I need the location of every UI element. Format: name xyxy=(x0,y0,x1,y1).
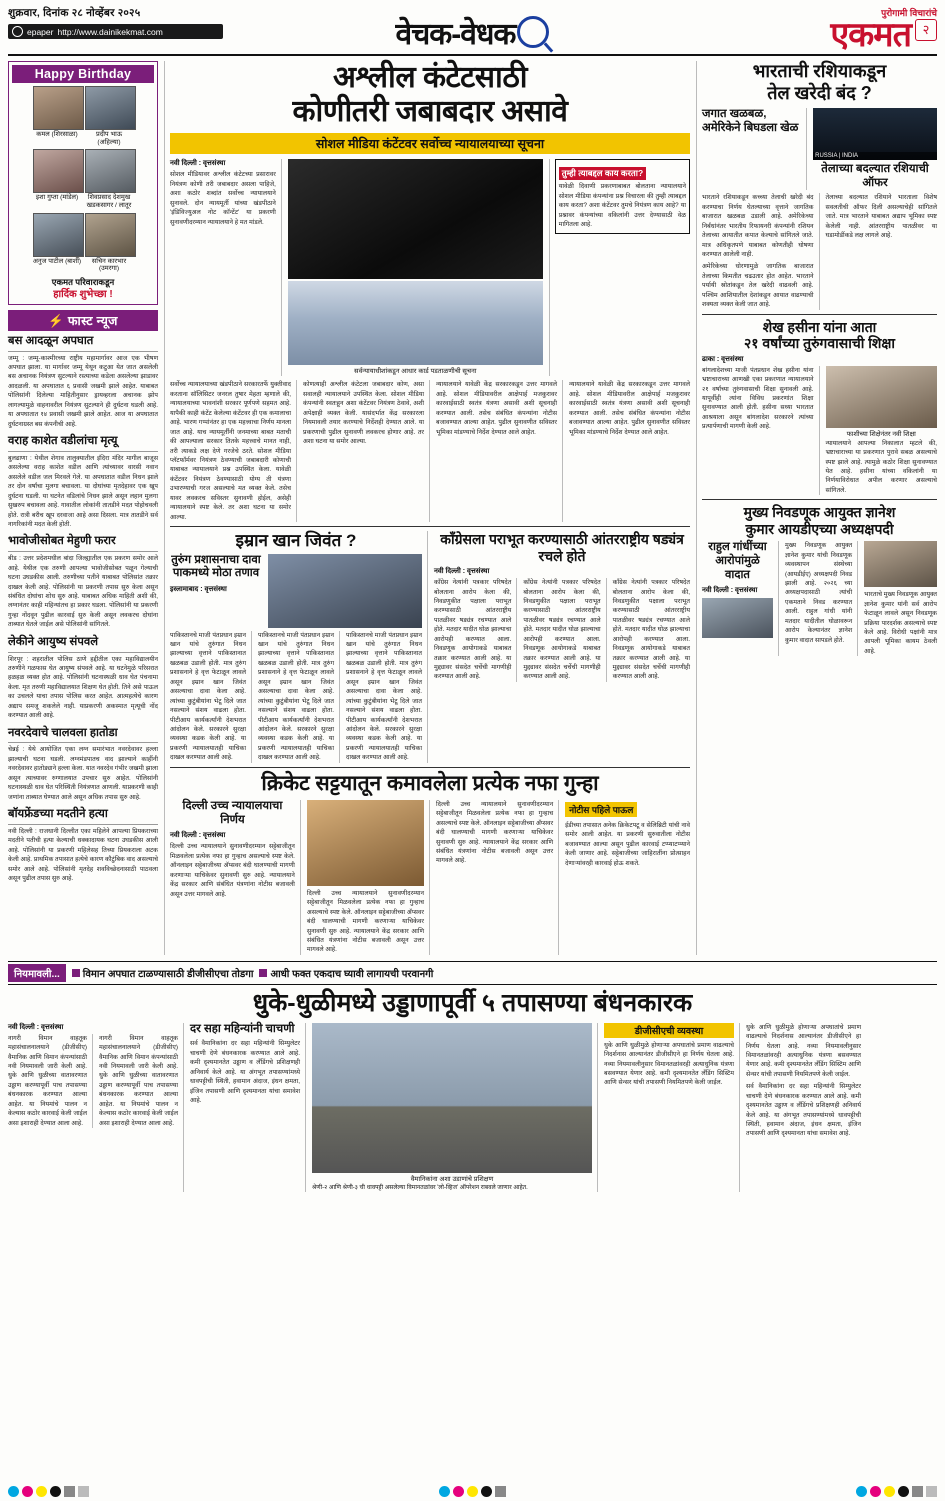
lead-body-col-4 xyxy=(569,380,690,522)
avatar xyxy=(33,86,84,130)
conspiracy-story[interactable] xyxy=(434,531,690,763)
birthday-name: कमल (शिरसाळा) xyxy=(36,131,78,139)
cec-body: मुख्य निवडणूक आयुक्त ज्ञानेश कुमार यांची निवडणूक व्यवस्थापन संस्थेच्या (आयडीईए) अध्यक्षपदी निवड झाली आहे. २०२६ च्या अध्यक्षपदासाठी त्यांची एकमताने निवड करण्यात आली. राहुल गांधी यांनी मतदार यादीतील घोळावरून आरोप केल्यानंतर ज्ञानेश कुमार वादात सापडले होते. xyxy=(784,542,853,644)
dateline: नवी दिल्ली : वृत्तसंस्था xyxy=(8,1023,64,1031)
bottom-col-2 xyxy=(190,1023,306,1193)
bottom-headline: धुके-धुळीमध्ये उड्डाणापूर्वी ५ तपासण्या बंधनकारक xyxy=(252,988,693,1017)
dateline: नवी दिल्ली : वृत्तसंस्था xyxy=(170,160,226,168)
cec-headline-2: कुमार आयडीएच्या अध्यक्षपदी xyxy=(745,520,894,537)
cricket-photo-col xyxy=(307,800,430,955)
section-title-part1: वेचक xyxy=(395,18,452,51)
imran-headline: इम्रान खान जिवंत ? xyxy=(235,531,357,551)
dateline: इस्लामाबाद : वृत्तसंस्था xyxy=(170,586,227,594)
cricket-body: दिल्ली उच्च न्यायालयाने सुनावणीदरम्यान सट्टेबाजीतून मिळवलेला प्रत्येक नफा हा गुन्हाच असल्याचे स्पष्ट केले. ऑनलाइन सट्टेबाजीच्या अ‍ॅप्सवर बंदी घालण्याची मागणी करणाऱ्या याचिकेवर सुनावणी सुरु आहे. न्यायालयाने केंद्र सरकार आणि संबंधित यंत्रणांना नोटीस बजावली असून उत्तर मागवले आहे. xyxy=(170,843,295,898)
birthday-wish xyxy=(12,277,154,301)
tagline: पुरोगामी विचारांचे xyxy=(881,8,937,18)
oil-photo-col xyxy=(813,108,937,191)
divider xyxy=(702,314,937,315)
section-title xyxy=(223,12,722,53)
conspiracy-headline: काँग्रेसला पराभूत करण्यासाठी आंतरराष्ट्रीय षड्यंत्र रचले होते xyxy=(440,531,684,564)
oil-subhead: तेलाच्या बदल्यात रशियाची ऑफर xyxy=(821,162,929,189)
bullet-icon xyxy=(259,969,267,977)
oil-body-2: अमेरिकेच्या धोरणामुळे जागतिक बाजारात तेलाच्या किमतीत चढउतार होत आहेत. भारताने पर्यायी स्रोतांकडून तेल खरेदी वाढवली आहे. पश्चिम आशियातील देशांकडून आयात वाढण्याची शक्यता व्यक्त केली जात आहे. xyxy=(702,263,814,309)
birthday-person xyxy=(85,149,134,209)
masthead-left xyxy=(8,6,223,39)
lead-body-text: सर्वोच्च न्यायालयाच्या खंडपीठाने सरकारतर्फे युक्तीवाद करताना सॉलिसिटर जनरल तुषार मेहता म्हणाले की, न्यायालयाच्या भावनांशी सरकार पूर्णपणे सहमत आहे. यापैकी काही कंटेंट केलेल्या कंटेंटवर ही एक कमालाचा आहे. भारण गप्पांनंतर हा एक महत्त्वाचा निर्णय मानला जात आहे. याच न्यायमूर्तींनी जनमाच्या बाबत मताची की आपल्याला सरकार तितके महत्त्वाचे मानत नाही, तरी त्याकडे लक्ष देणे गरजेचे ठरते. सोशल मीडिया प्लॅटफॉर्मवर नियंत्रण ठेवण्याची जबाबदारी कोणाची याबाबत न्यायालयाने प्रश्न उपस्थित केला. यावेळी कंटेंटवर नियंत्रण ठेवण्यासाठी योग्य ती यंत्रणा उभारण्याची गरज असल्याचे मत व्यक्त केले. तसेच यावर लवकरच सविस्तर सुनावणी होईल, असेही न्यायालयाने स्पष्ट केले. तर अशा घटना या समोर आल्या. xyxy=(170,381,291,521)
birthday-name: सचिन कारभार (उमरगा) xyxy=(91,257,127,273)
imran-sub-col xyxy=(170,554,262,628)
conspiracy-body: काँग्रेस नेत्यांनी पत्रकार परिषदेत बोलताना आरोप केला की, निवडणुकीत पक्षाला पराभूत करण्यासाठी आंतरराष्ट्रीय पातळीवर षड्यंत्र रचण्यात आले होते. मतदार यादीत घोळ झाल्याचा आरोपही करण्यात आला. निवडणूक आयोगाकडे याबाबत तक्रार करण्यात आली आहे. या मुद्द्यावर संसदेत चर्चेची मागणीही करण्यात आली आहे. xyxy=(612,579,690,681)
cec-body-2: भारताचे मुख्य निवडणूक आयुक्त ज्ञानेश कुमार यांनी सर्व आरोप फेटाळून लावले असून निवडणूक प्रक्रिया पारदर्शक असल्याचे स्पष्ट केले आहे. विरोधी पक्षांनी मात्र आपली भूमिका कायम ठेवली आहे. xyxy=(864,591,937,655)
oil-box-title: जगात खळबळ, अमेरिकेने बिघडला खेळ xyxy=(702,107,799,134)
bottom-body: नागरी विमान वाहतूक महासंचालनालयाने (डीजीसीए) वैमानिक आणि विमान कंपन्यांसाठी नवी नियमावली जारी केली आहे. धुके आणि धुळीच्या वातावरणात उड्डाण करण्यापूर्वी पाच तपासण्या बंधनकारक करण्यात आल्या आहेत. या नियमांचे पालन न केल्यास कठोर कारवाई केली जाईल असा इशाराही देण्यात आला आहे. xyxy=(99,1034,178,1127)
photo-caption: फाशीच्या शिक्षेनंतर नवी शिक्षा xyxy=(846,430,916,438)
dateline: नवी दिल्ली : वृत्तसंस्था xyxy=(702,586,758,594)
lead-body-text: न्यायालयाने यावेळी केंद्र सरकारकडून उत्तर मागवले आहे. सोशल मीडियावरील आक्षेपार्ह मजकुरावर कारवाईसाठी स्वतंत्र यंत्रणा असावी अशी सूचनाही करण्यात आली. तसेच संबंधित कंपन्यांना नोटीस बजावण्यात आल्या आहेत. पुढील सुनावणीत सविस्तर भूमिका मांडण्याचे निर्देश देण्यात आले आहेत. xyxy=(569,381,690,436)
fast-news-title xyxy=(8,310,158,331)
bottom-yellow-col xyxy=(604,1023,740,1193)
oil-headline-2: तेल खरेदी बंद ? xyxy=(767,82,872,103)
color-dot-magenta xyxy=(870,1486,881,1497)
color-dot-yellow xyxy=(36,1486,47,1497)
cricket-headline: क्रिकेट सट्टयातून कमावलेला प्रत्येक नफा गुन्हा xyxy=(261,771,599,795)
dateline: नवी दिल्ली : वृत्तसंस्था xyxy=(170,832,226,840)
fast-news-body: शिरपूर : शहरातील पोलिस ठाणे हद्दीतील एका महाविद्यालयीन तरुणीने गळफास घेत आयुष्य संपवले आहे. या घटनेमुळे परिसरात हळहळ व्यक्त होत आहे. पोलिसांनी घटनास्थळी धाव घेत पंचनामा केला. मृत तरुणी महाविद्यालयात शिक्षण घेत होती. तिने असे पाऊल का उचलले याचा तपास पोलिस करत आहेत. आत्महत्येचे कारण अद्याप समजू शकलेले नाही. याप्रकरणी अकस्मात मृत्यूची नोंद करण्यात आली आहे. xyxy=(8,655,158,720)
birthday-name: इशा गुप्ता (मांडेल) xyxy=(35,194,79,202)
paper-logo: एकमत xyxy=(830,16,911,54)
list-item[interactable] xyxy=(8,727,158,802)
photo-note: RUSSIA | INDIA xyxy=(813,152,937,160)
birthday-name: अनुज पाटील (बार्शी) xyxy=(32,257,82,265)
color-bar-center xyxy=(439,1486,506,1497)
epaper-label: epaper xyxy=(27,26,54,37)
fast-news-body: जम्मू : जम्मू-काश्मीरच्या राष्ट्रीय महामार्गावर आज एक भीषण अपघात झाला. या मार्गावर जम्मू येथून कटुआ येत जात असलेली बस अचानक नियंत्रण सुटल्याने रस्त्याच्या कडेला असलेल्या झाडावर आदळली. या अपघातात ६ प्रवासी जखमी झाले आहेत. याबाबत पोलिसांनी दिलेल्या माहितीनुसार ड्रायव्हरला अचानक झोप लागल्यामुळे वाहनावरील नियंत्रण सुटल्याने ही दुर्घटना घडली आहे. या अपघातात १४ प्रवासी जखमी झाले आहेत. आज या अपघातात दुर्घटनाग्रस्त बस कंपनीची आहे. xyxy=(8,354,158,428)
lead-photo-col xyxy=(288,159,543,376)
fast-news-body: बुलढाणा : येथील शेगाव तालुक्यातील इंदिरा मंदिर मागील बाजूस असलेल्या वराह काशेत वडील आणि त्यांच्यावर वारसी नवान असलेले वडील जल मिरवले गेले. या अपघातात वडील निधन झाले तर दोन वर्षांचा मुलगा बचावला. या दोघांच्या मृतदेहावर एक खूप दुर्घटना घडली. या घटनेत वडिलांचे निधन झाले असून लहान मुलगा सुखरुप बचावला आहे. गावातील लोकांनी तातडीने मदत पोहोचवली होते. रात्री बरीच खूप दरवाजा आहे असा दिसला. मात्र तातडीने सर्व नागरिकांनी मदत केली होती. xyxy=(8,454,158,528)
right-column xyxy=(696,61,937,955)
imran-photo xyxy=(268,554,422,628)
cricket-note-body: ईडीच्या तपासात अनेक क्रिकेटपटू व सेलिब्रिटी यांची नावे समोर आली आहेत. या प्रकरणी सुरुवातीला नोटीस बजावण्यात आल्या असून पुढील कारवाई टप्प्याटप्प्याने केली जाणार आहे. सट्टेबाजीच्या जाहिरातींना प्रोत्साहन देणाऱ्यांवरही कारवाई होऊ शकते. xyxy=(565,821,690,867)
bottom-body-2: सर्व वैमानिकांना दर सहा महिन्यांनी सिम्युलेटर चाचणी देणे बंधनकारक करण्यात आले आहे. कमी दृश्यमानतेत उड्डाण व लँडिंगचे प्रशिक्षणही अनिवार्य केले आहे. या अंगभूत तपासण्यांमध्ये धावपट्टीची स्थिती, हवामान अंदाज, इंधन क्षमता, इंजिन तपासणी आणि दृश्यमानता यांचा समावेश आहे. xyxy=(190,1040,300,1105)
list-item[interactable] xyxy=(8,636,158,721)
headline-line-2: कोणीतरी जबाबदार असावे xyxy=(292,94,568,128)
color-dot-yellow xyxy=(467,1486,478,1497)
bottom-story[interactable] xyxy=(8,1023,937,1193)
fast-news-body: नवी दिल्ली : राजधानी दिल्लीत एका महिलेने आपल्या प्रियकराच्या मदतीने पतीची हत्या केल्याची धक्कादायक घटना उघडकीस आली आहे. पोलिसांनी या प्रकरणी महिलेसह तिच्या प्रियकराला अटक केली आहे. प्राथमिक तपासात हत्येचे कारण कौटुंबिक वाद असल्याचे समोर आले आहे. पोलिसांनी मृतदेह शवविच्छेदनासाठी पाठवला असून पुढील तपास सुरु आहे. xyxy=(8,827,158,882)
bottom-strip xyxy=(8,961,937,985)
divider xyxy=(170,526,690,527)
color-square-light xyxy=(926,1486,937,1497)
divider xyxy=(702,499,937,500)
bottom-body-4: सर्व वैमानिकांना दर सहा महिन्यांनी सिम्युलेटर चाचणी देणे बंधनकारक करण्यात आले आहे. कमी दृश्यमानतेत उड्डाण व लँडिंगचे प्रशिक्षणही अनिवार्य केले आहे. या अंगभूत तपासण्यांमध्ये धावपट्टीची स्थिती, हवामान अंदाज, इंधन क्षमता, इंजिन तपासणी आणि दृश्यमानता यांचा समावेश आहे. xyxy=(746,1083,861,1138)
cec-subhead: राहुल गांधींच्या आरोपांमुळे वादात xyxy=(708,541,767,581)
cricket-body-col xyxy=(436,800,559,955)
bottom-body: नागरी विमान वाहतूक महासंचालनालयाने (डीजीसीए) वैमानिक आणि विमान कंपन्यांसाठी नवी नियमावली जारी केली आहे. धुके आणि धुळीच्या वातावरणात उड्डाण करण्यापूर्वी पाच तपासण्या बंधनकारक करण्यात आल्या आहेत. या नियमांचे पालन न केल्यास कठोर कारवाई केली जाईल असा इशाराही देण्यात आला आहे. xyxy=(8,1034,87,1127)
hasina-headline-1: शेख हसीना यांना आता xyxy=(762,318,877,335)
lead-note-col xyxy=(549,159,690,376)
fast-news-list xyxy=(8,335,158,884)
cricket-story[interactable] xyxy=(170,772,690,955)
lead-text-col xyxy=(170,159,282,376)
hasina-headline-2: २१ वर्षांच्या तुरुंगवासाची शिक्षा xyxy=(743,335,896,352)
imran-story[interactable] xyxy=(170,531,428,763)
lead-body-columns xyxy=(170,380,690,522)
fast-news-head: वराह काशेत वडीलांचा मृत्यू xyxy=(8,435,158,452)
color-dot-cyan xyxy=(8,1486,19,1497)
divider xyxy=(170,767,690,768)
color-square-light xyxy=(78,1486,89,1497)
hasina-body: बांगलादेशच्या माजी पंतप्रधान शेख हसीना यांना भ्रष्टाचाराच्या आणखी एका प्रकरणात न्यायालयाने २१ वर्षांच्या तुरुंगवासाची शिक्षा सुनावली आहे. यापूर्वीही त्यांना विविध प्रकरणांत शिक्षा सुनावण्यात आली होती. हसीना सध्या भारतात आश्रयाला असून बांगलादेश सरकारने त्यांच्या प्रत्यार्पणाची मागणी केली आहे. xyxy=(702,366,814,431)
bottom-body-3: धुके आणि धुळीमुळे होणाऱ्या अपघातांचे प्रमाण वाढल्याचे निदर्शनास आल्यानंतर डीजीसीएने हा निर्णय घेतला आहे. नव्या नियमावलीनुसार विमानतळांवरही अत्याधुनिक यंत्रणा बसवण्यात येणार आहे. कमी दृश्यमानतेत लँडिंग सिस्टिम आणि सेन्सर यांची तपासणी नियमितपणे केली जाईल. xyxy=(746,1023,861,1078)
lead-body-col-1 xyxy=(170,380,297,522)
birthday-name: शिवप्रसाद देशमुख खडकसागर / लातूर xyxy=(86,194,132,210)
imran-body: पाकिस्तानचे माजी पंतप्रधान इम्रान खान यांचे तुरुंगात निधन झाल्याच्या वृत्ताने पाकिस्तानात खळबळ उडाली होती. मात्र तुरुंग प्रशासनाने हे वृत्त फेटाळून लावले असून इम्रान खान जिवंत असल्याचा दावा केला आहे. त्यांच्या कुटुंबीयांना भेटू दिले जात नसल्याने संशय वाढला होता. पीटीआय कार्यकर्त्यांनी देशभरात आंदोलन केले. सरकारने सुरक्षा व्यवस्था कडक केली आहे. या प्रकरणी न्यायालयातही याचिका दाखल करण्यात आली आहे. xyxy=(258,631,334,762)
oil-story[interactable] xyxy=(702,61,937,309)
list-item[interactable] xyxy=(8,535,158,629)
avatar xyxy=(33,149,84,193)
color-dot-yellow xyxy=(884,1486,895,1497)
hasina-photo xyxy=(826,366,938,428)
birthday-title: Happy Birthday xyxy=(12,65,154,83)
cec-photo xyxy=(864,541,937,587)
bottom-col-1 xyxy=(8,1023,184,1193)
dateline: नवी दिल्ली : वृत्तसंस्था xyxy=(434,568,490,576)
oil-body-3: तेलाच्या बदल्यात रशियाने भारताला विशेष सवलतीची ऑफर दिली असल्याचेही सांगितले जाते. मात्र भारताने याबाबत अद्याप भूमिका स्पष्ट केलेली नाही. आंतरराष्ट्रीय पातळीवर या घडामोडींकडे लक्ष लागले आहे. xyxy=(825,194,937,240)
main-column xyxy=(164,61,690,955)
bolt-icon: ⚡ xyxy=(48,313,65,328)
photo-caption: सर्वन्यायाधीशांकडून आधार कार्ड पडताळणीची सूचना xyxy=(354,368,477,376)
avatar xyxy=(85,149,136,193)
imran-body: पाकिस्तानचे माजी पंतप्रधान इम्रान खान यांचे तुरुंगात निधन झाल्याच्या वृत्ताने पाकिस्तानात खळबळ उडाली होती. मात्र तुरुंग प्रशासनाने हे वृत्त फेटाळून लावले असून इम्रान खान जिवंत असल्याचा दावा केला आहे. त्यांच्या कुटुंबीयांना भेटू दिले जात नसल्याने संशय वाढला होता. पीटीआय कार्यकर्त्यांनी देशभरात आंदोलन केले. सरकारने सुरक्षा व्यवस्था कडक केली आहे. या प्रकरणी न्यायालयातही याचिका दाखल करण्यात आली आहे. xyxy=(170,631,246,762)
note-body: यावेळी दिवाणी प्रकरणाबाबत बोलताना न्यायालयाने सोशल मीडिया कंपन्यांना प्रश्न विचारला की तुम्ही त्याबद्दल काय करता? अशा कंटेंटवर तुमचे नियंत्रण काय आहे? या प्रश्नावर कंपन्यांच्या वकिलांनी उत्तर देण्यासाठी वेळ मागितला आहे. xyxy=(558,183,686,229)
lead-body-text: न्यायालयाने यावेळी केंद्र सरकारकडून उत्तर मागवले आहे. सोशल मीडियावरील आक्षेपार्ह मजकुरावर कारवाईसाठी स्वतंत्र यंत्रणा असावी अशी सूचनाही करण्यात आली. तसेच संबंधित कंपन्यांना नोटीस बजावण्यात आल्या आहेत. पुढील सुनावणीत सविस्तर भूमिका मांडण्याचे निर्देश देण्यात आले आहेत. xyxy=(436,381,557,436)
dateline: ढाका : वृत्तसंस्था xyxy=(702,355,744,363)
airplane-photo xyxy=(312,1023,592,1173)
fast-news-head: बस आदळून अपघात xyxy=(8,335,158,352)
cricket-note-title: नोटीस पहिले पाऊल xyxy=(565,802,637,817)
fast-news-head: नवरदेवाचे चालवला हातोडा xyxy=(8,727,158,744)
article-photo-dark xyxy=(288,159,543,279)
strip-item-2: आधी फक्त एकदाच घ्यावी लागायची परवानगी xyxy=(259,966,433,980)
color-square-gray xyxy=(64,1486,75,1497)
oil-box-col xyxy=(702,108,807,191)
conspiracy-body: काँग्रेस नेत्यांनी पत्रकार परिषदेत बोलताना आरोप केला की, निवडणुकीत पक्षाला पराभूत करण्यासाठी आंतरराष्ट्रीय पातळीवर षड्यंत्र रचण्यात आले होते. मतदार यादीत घोळ झाल्याचा आरोपही करण्यात आला. निवडणूक आयोगाकडे याबाबत तक्रार करण्यात आली आहे. या मुद्द्यावर संसदेत चर्चेची मागणीही करण्यात आली आहे. xyxy=(523,579,601,681)
masthead xyxy=(8,6,937,56)
article-photo-supreme-court xyxy=(288,281,543,365)
bottom-col-5 xyxy=(746,1023,861,1193)
epaper-link[interactable] xyxy=(8,24,223,39)
lead-body-col-3 xyxy=(436,380,563,522)
birthday-name: प्रदीप भाऊ (अहिल्या) xyxy=(95,131,123,146)
cricket-body: दिल्ली उच्च न्यायालयाने सुनावणीदरम्यान सट्टेबाजीतून मिळवलेला प्रत्येक नफा हा गुन्हाच असल्याचे स्पष्ट केले. ऑनलाइन सट्टेबाजीच्या अ‍ॅप्सवर बंदी घालण्याची मागणी करणाऱ्या याचिकेवर सुनावणी सुरु आहे. न्यायालयाने केंद्र सरकार आणि संबंधित यंत्रणांना नोटीस बजावली असून उत्तर मागवले आहे. xyxy=(436,800,554,865)
cec-story[interactable] xyxy=(702,504,937,656)
fast-news-label: फास्ट न्यूज xyxy=(67,313,118,328)
note-title: तुम्ही त्याबद्दल काय करता? xyxy=(559,167,646,180)
birthday-person xyxy=(33,213,82,273)
oil-headline-1: भारताची रशियाकडून xyxy=(752,61,887,82)
oil-body: भारताने रशियाकडून कच्च्या तेलाची खरेदी बंद करण्याचा निर्णय घेतल्याच्या वृत्ताने जागतिक बाजारात खळबळ उडाली आहे. अमेरिकेच्या निर्बंधांनंतर भारतीय रिफायनरी कंपन्यांनी रशियन तेलाच्या आयातीत कपात केल्याचे सांगितले जाते. मात्र अधिकृतपणे याबाबत कोणतीही घोषणा करण्यात आलेली नाही. xyxy=(702,194,814,258)
globe-icon xyxy=(12,26,23,37)
birthday-person xyxy=(85,86,134,146)
secondary-stories xyxy=(170,531,690,763)
hasina-story[interactable] xyxy=(702,319,937,496)
fast-news-body: चेन्नई : येथे आयोजित एका लग्न समारंभात नवरदेवावर हल्ला झाल्याची घटना घडली. लग्नमंडपातच वाद झाल्याने काहींनी नवरदेवावर हातोड्याने हल्ला केला. यात नवरदेव गंभीर जखमी झाला असून त्याच्यावर रुग्णालयात उपचार सुरु आहेत. पोलिसांनी घटनास्थळी धाव घेत परिस्थिती नियंत्रणात आणली. याप्रकरणी काही जणांना ताब्यात घेण्यात आले असून अधिक तपास सुरु आहे. xyxy=(8,746,158,801)
masthead-right xyxy=(722,6,937,54)
fast-news-head: भावोजीसोबत मेहुणी फरार xyxy=(8,535,158,552)
imran-body: पाकिस्तानचे माजी पंतप्रधान इम्रान खान यांचे तुरुंगात निधन झाल्याच्या वृत्ताने पाकिस्तानात खळबळ उडाली होती. मात्र तुरुंग प्रशासनाने हे वृत्त फेटाळून लावले असून इम्रान खान जिवंत असल्याचा दावा केला आहे. त्यांच्या कुटुंबीयांना भेटू दिले जात नसल्याने संशय वाढला होता. पीटीआय कार्यकर्त्यांनी देशभरात आंदोलन केले. सरकारने सुरक्षा व्यवस्था कडक केली आहे. या प्रकरणी न्यायालयातही याचिका दाखल करण्यात आली आहे. xyxy=(346,631,422,762)
bullet-icon xyxy=(72,969,80,977)
color-dot-cyan xyxy=(856,1486,867,1497)
birthday-person xyxy=(33,86,82,146)
sidebar-note xyxy=(555,159,690,233)
cricket-text-col xyxy=(170,800,301,955)
birthday-person xyxy=(85,213,134,273)
avatar xyxy=(85,213,136,257)
headline-line-1: अश्लील कंटेटसाठी xyxy=(332,61,528,95)
birthday-wish-line2: हार्दिक शुभेच्छा ! xyxy=(53,288,113,300)
list-item[interactable] xyxy=(8,435,158,529)
color-square-gray xyxy=(912,1486,923,1497)
conspiracy-body: काँग्रेस नेत्यांनी पत्रकार परिषदेत बोलताना आरोप केला की, निवडणुकीत पक्षाला पराभूत करण्यासाठी आंतरराष्ट्रीय पातळीवर षड्यंत्र रचण्यात आले होते. मतदार यादीत घोळ झाल्याचा आरोपही करण्यात आला. निवडणूक आयोगाकडे याबाबत तक्रार करण्यात आली आहे. या मुद्द्यावर संसदेत चर्चेची मागणीही करण्यात आली आहे. xyxy=(434,579,512,681)
fast-news-head: बॉयफ्रेंडच्या मदतीने हत्या xyxy=(8,808,158,825)
strip-item-1: विमान अपघात टाळण्यासाठी डीजीसीएचा तोडगा xyxy=(72,966,254,980)
strip-label: नियमावली... xyxy=(8,964,66,982)
lead-body-text: कोणत्याही अश्लील कंटेटला जबाबदार कोण, असा सवालही न्यायालयाने उपस्थित केला. सोशल मीडिया कंपन्यांनी स्वतःहून अशा कंटेंटवर नियंत्रण ठेवावे, अशी अपेक्षाही व्यक्त केली. यासंदर्भात केंद्र सरकारला नियमावली तयार करण्याचे निर्देशही देण्यात आले. या प्रकरणाची पुढील सुनावणी लवकरच होणार आहे. तर अशा घटना या समोर आल्या. xyxy=(303,381,424,446)
lead-body-col-2 xyxy=(303,380,430,522)
color-dot-magenta xyxy=(453,1486,464,1497)
epaper-url: http://www.dainikekmat.com xyxy=(57,26,163,37)
rahul-photo xyxy=(702,598,773,638)
headline-subhead: सोशल मीडिया कंटेंटवर सर्वोच्च न्यायालयाच्या सूचना xyxy=(170,133,690,154)
avatar xyxy=(33,213,84,257)
page-number: २ xyxy=(915,19,937,41)
bottom-footer-note: श्रेणी-२ आणि श्रेणी-३ ची धावपट्टी असलेल्या विमानतळांवर 'लो-व्हिज' ऑपरेशन राबवले जाणार आहेत. xyxy=(312,1184,528,1191)
color-dot-black xyxy=(50,1486,61,1497)
fast-news-head: लेकीने आयुष्य संपवले xyxy=(8,636,158,653)
page-columns xyxy=(8,61,937,955)
color-bar-left xyxy=(8,1486,89,1497)
hasina-body-2: न्यायालयाने आपल्या निकालात म्हटले की, भ्रष्टाचाराच्या या प्रकरणात पुरावे सबळ असल्याचे स्पष्ट झाले आहे. त्यामुळे कठोर शिक्षा सुनावण्यात येत आहे. हसीना यांच्या वकिलांनी या निर्णयाविरोधात अपील करणार असल्याचे सांगितले. xyxy=(825,439,937,494)
color-dot-magenta xyxy=(22,1486,33,1497)
cricket-subhead: दिल्ली उच्च न्यायालयाचा निर्णय xyxy=(182,799,283,826)
issue-date: शुक्रवार, दिनांक २८ नोव्हेंबर २०२५ xyxy=(8,7,141,19)
list-item[interactable] xyxy=(8,808,158,883)
color-registration-bars xyxy=(8,1486,937,1497)
bottom-yellow-title: डीजीसीएची व्यवस्था xyxy=(604,1023,734,1038)
birthday-person xyxy=(33,149,82,209)
birthday-grid xyxy=(12,86,154,272)
lead-story xyxy=(170,159,690,376)
magnifier-icon xyxy=(517,16,549,48)
bottom-subhead: दर सहा महिन्यांनी चाचणी xyxy=(190,1022,295,1035)
color-dot-black xyxy=(898,1486,909,1497)
color-dot-black xyxy=(481,1486,492,1497)
photo-caption: वैमानिकांना अशा उडाणांचे प्रशिक्षण xyxy=(410,1175,494,1183)
bottom-yellow-body: धुके आणि धुळीमुळे होणाऱ्या अपघातांचे प्रमाण वाढल्याचे निदर्शनास आल्यानंतर डीजीसीएने हा निर्णय घेतला आहे. नव्या नियमावलीनुसार विमानतळांवरही अत्याधुनिक यंत्रणा बसवण्यात येणार आहे. कमी दृश्यमानतेत लँडिंग सिस्टिम आणि सेन्सर यांची तपासणी नियमितपणे केली जाईल. xyxy=(604,1041,734,1087)
imran-subhead: तुरुंग प्रशासनाचा दावा पाकमध्ये मोठा तणाव xyxy=(171,553,261,580)
cricket-body: दिल्ली उच्च न्यायालयाने सुनावणीदरम्यान सट्टेबाजीतून मिळवलेला प्रत्येक नफा हा गुन्हाच असल्याचे स्पष्ट केले. ऑनलाइन सट्टेबाजीच्या अ‍ॅप्सवर बंदी घालण्याची मागणी करणाऱ्या याचिकेवर सुनावणी सुरु आहे. न्यायालयाने केंद्र सरकार आणि संबंधित यंत्रणांना नोटीस बजावली असून उत्तर मागवले आहे. xyxy=(306,889,424,954)
color-dot-cyan xyxy=(439,1486,450,1497)
cec-sub-col xyxy=(702,541,779,656)
page-title xyxy=(170,61,690,128)
fast-news-body: बीड : उत्तर प्रदेशमधील बांदा जिल्ह्यातील एक प्रकरण समोर आले आहे. येथील एक तरुणी आपल्या भावोजीसोबत पळून गेल्याची घटना उघडकीस आली. तरुणीच्या पतीने याबाबत पोलिसांत तक्रार दाखल केली आहे. पोलिसांनी या प्रकरणी तपास सुरु केला असून संबंधित दोघांचा शोध सुरु आहे. याबाबत अधिक माहिती अशी की, लग्नानंतर काही महिन्यांतच हा प्रकार घडला. पोलिसांनी या प्रकरणी गुन्हा नोंदवून पुढील कारवाई सुरु केली असून लवकरच दोघांना ताब्यात घेतले जाईल असे पोलिसांनी सांगितले. xyxy=(8,555,158,629)
lead-paragraph: सोशल मीडियावर अश्लील कंटेटच्या प्रसारावर नियंत्रण कोणी तरी जबाबदार असला पाहिजे, अशा कठोर शब्दांत सर्वोच्च न्यायालयाने सुनावले. दोन न्यायमूर्ती यांच्या खंडपीठाने 'इंडिविज्युअल नोट कॉन्टेंट' या प्रकरणी सुनावणीदरम्यान न्यायालयाने हे मत मांडले. xyxy=(170,171,276,226)
cricket-note-col xyxy=(565,800,690,955)
avatar xyxy=(85,86,136,130)
list-item[interactable] xyxy=(8,335,158,429)
section-title-part2: -वेधक xyxy=(451,18,516,51)
left-column xyxy=(8,61,158,955)
birthday-wish-line1: एकमत परिवाराकडून xyxy=(51,276,115,287)
cec-headline-1: मुख्य निवडणूक आयुक्त ज्ञानेश xyxy=(743,504,896,521)
color-bar-right xyxy=(856,1486,937,1497)
bottom-photo-col xyxy=(312,1023,598,1193)
color-square-gray xyxy=(495,1486,506,1497)
birthday-block xyxy=(8,61,158,305)
